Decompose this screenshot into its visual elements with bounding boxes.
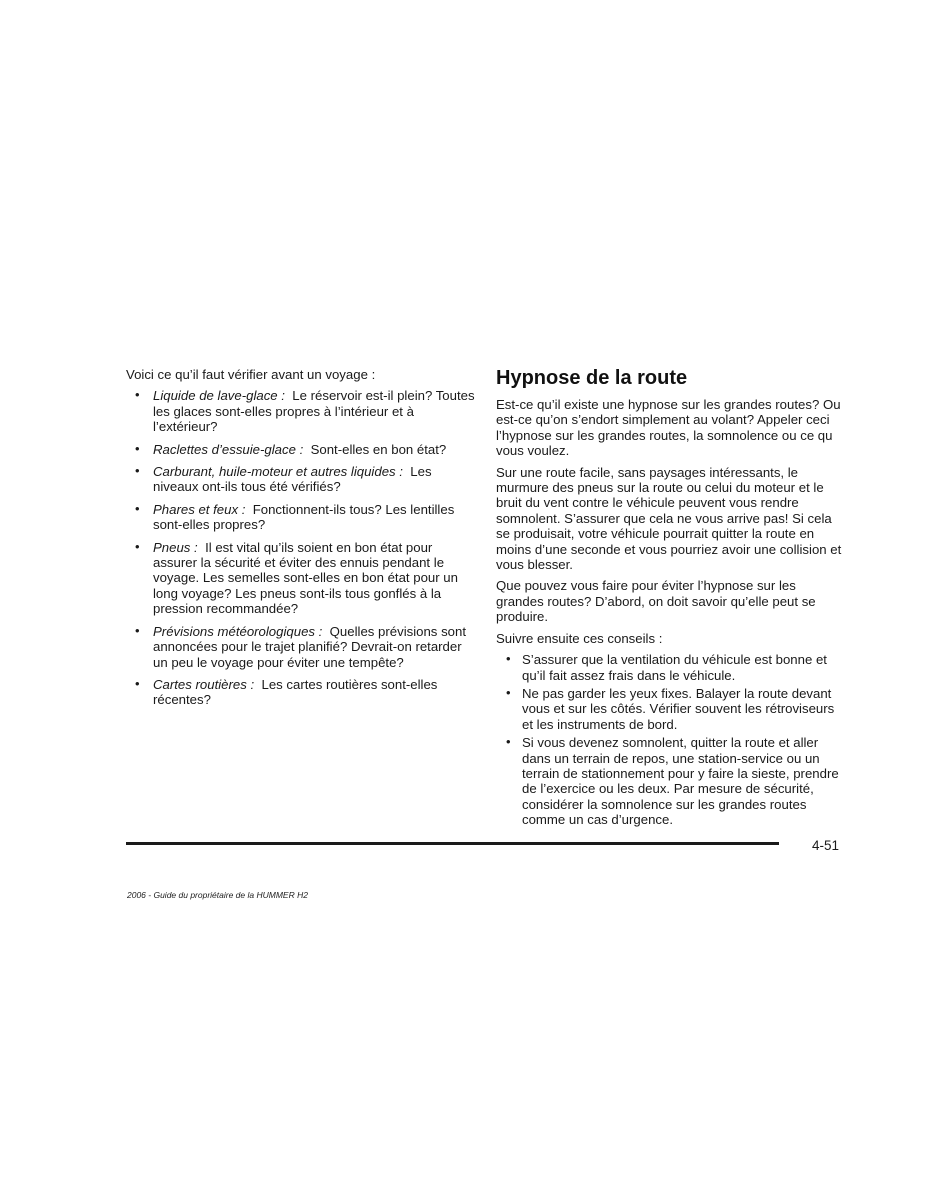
checklist — [126, 388, 476, 707]
tip-item: • Si vous devenez somnolent, quitter la route et aller dans un terrain de repos, une station-service ou un terrain de stationnement pour y faire la sieste, prendre de l’exercice ou les deux. Par mesure de sécurité, considérer la somnolence sur les grandes routes comme un cas d’urgence. — [496, 735, 846, 827]
item-term: Cartes routières : — [153, 676, 255, 692]
paragraph: Est-ce qu’il existe une hypnose sur les grandes routes? Ou est-ce qu’on s’endort simplement au volant? Appeler ceci l’hypnose sur les grandes routes, la somnolence ou ce qu vous voulez. — [496, 397, 841, 459]
item-term: Raclettes d’essuie-glace : — [153, 441, 304, 457]
checklist-item — [126, 502, 476, 533]
item-text: Fonctionnent-ils tous? Les lentilles sont-elles propres? — [153, 501, 455, 533]
footer-text: 2006 - Guide du propriétaire de la HUMMER H2 — [127, 890, 308, 900]
item-term: Carburant, huile-moteur et autres liquides : — [153, 464, 403, 480]
paragraph: Suivre ensuite ces conseils : — [496, 630, 663, 646]
section-heading: Hypnose de la route — [496, 367, 688, 389]
tip-item: • Ne pas garder les yeux fixes. Balayer la route devant vous et sur les côtés. Vérifier souvent les rétroviseurs et les instruments de bord. — [496, 686, 846, 732]
item-text: Les niveaux ont-ils tous été vérifiés? — [153, 464, 432, 495]
item-term: Prévisions météorologiques : — [153, 623, 323, 639]
checklist-intro: Voici ce qu’il faut vérifier avant un voyage : — [126, 367, 376, 382]
checklist-item — [126, 388, 476, 434]
page-number: 4-51 — [812, 838, 840, 853]
footer-rule — [126, 842, 779, 845]
item-text: Quelles prévisions sont annoncées pour le trajet planifié? Devrait-on retarder un peu le voyage pour éviter une tempête? — [153, 623, 466, 670]
item-text: Le réservoir est-il plein? Toutes les glaces sont-elles propres à l’intérieur et à l’extérieur? — [153, 388, 475, 435]
checklist-item — [126, 442, 476, 457]
item-text: Il est vital qu’ils soient en bon état pour assurer la sécurité et éviter des ennuis pendant le voyage. Les semelles sont-elles en bon état pour un long voyage? Les pneus sont-ils tous gonflés à la pression recommandée? — [153, 539, 458, 617]
paragraph: Sur une route facile, sans paysages intéressants, le murmure des pneus sur la route ou celui du moteur et le bruit du vent contre le véhicule peuvent vous rendre somnolent. S’assurer que cela ne vous arrive pas! Si cela se produisait, votre véhicule pourrait quitter la route en moins d’une seconde et vous pourriez avoir une collision et vous blesser. — [496, 464, 842, 573]
checklist-item — [126, 677, 476, 708]
checklist-item — [126, 540, 476, 617]
paragraph: Que pouvez vous faire pour éviter l’hypnose sur les grandes routes? D’abord, on doit savoir qu’elle peut se produire. — [496, 578, 816, 625]
right-column — [496, 365, 846, 831]
checklist-item — [126, 464, 476, 495]
item-text: Sont-elles en bon état? — [310, 441, 447, 457]
left-column — [126, 367, 476, 715]
tips-list — [496, 652, 846, 827]
item-term: Pneus : — [153, 539, 198, 555]
item-term: Liquide de lave-glace : — [153, 388, 285, 404]
checklist-item — [126, 624, 476, 670]
item-term: Phares et feux : — [153, 501, 246, 517]
item-text: Les cartes routières sont-elles récentes? — [153, 676, 438, 708]
tip-item: • S’assurer que la ventilation du véhicule est bonne et qu’il fait assez frais dans le véhicule. — [496, 652, 846, 683]
